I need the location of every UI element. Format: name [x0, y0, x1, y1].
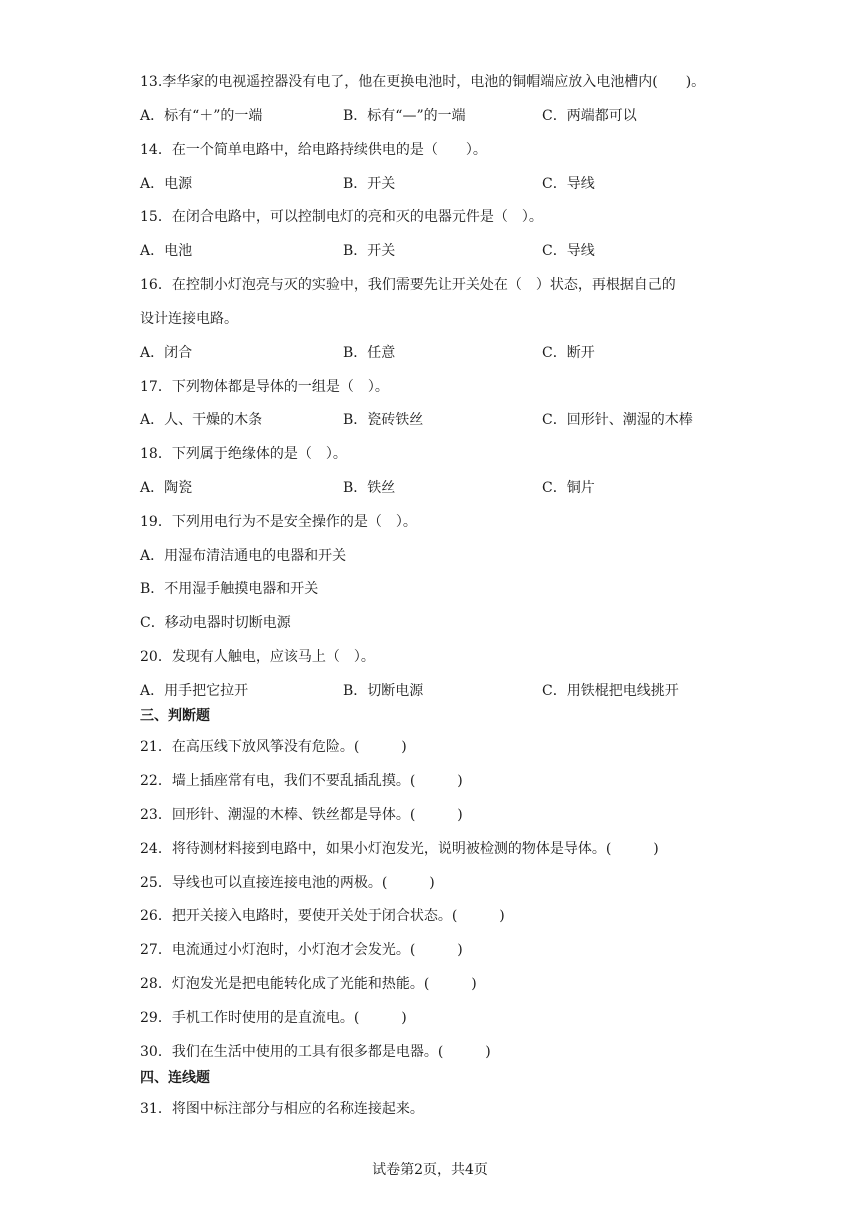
- question-16-option-c: C．断开: [542, 345, 595, 361]
- question-21: 21．在高压线下放风筝没有危险。( ): [140, 739, 407, 755]
- question-26: 26．把开关接入电路时，要使开关处于闭合状态。( ): [140, 908, 505, 924]
- question-24: 24．将待测材料接到电路中，如果小灯泡发光，说明被检测的物体是导体。( ): [140, 841, 659, 857]
- question-22: 22．墙上插座常有电，我们不要乱插乱摸。( ): [140, 773, 463, 789]
- question-13-option-c: C．两端都可以: [542, 108, 637, 124]
- question-28: 28．灯泡发光是把电能转化成了光能和热能。( ): [140, 976, 477, 992]
- question-19-option-b: B．不用湿手触摸电器和开关: [140, 581, 319, 597]
- question-18-option-c: C．铜片: [542, 480, 595, 496]
- question-20-stem: 20．发现有人触电，应该马上（ ）。: [140, 649, 375, 665]
- question-13-option-b: B．标有“—”的一端: [343, 108, 466, 124]
- question-13-stem: 13.李华家的电视遥控器没有电了，他在更换电池时，电池的铜帽端应放入电池槽内( )。: [140, 74, 706, 90]
- question-20-option-c: C．用铁棍把电线挑开: [542, 683, 679, 699]
- question-27: 27．电流通过小灯泡时，小灯泡才会发光。( ): [140, 942, 463, 958]
- question-15-stem: 15．在闭合电路中，可以控制电灯的亮和灭的电器元件是（ ）。: [140, 209, 543, 225]
- question-15-option-a: A．电池: [140, 243, 193, 259]
- question-18-stem: 18．下列属于绝缘体的是（ ）。: [140, 446, 347, 462]
- question-16-option-a: A．闭合: [140, 345, 193, 361]
- question-17-option-a: A．人、干燥的木条: [140, 412, 263, 428]
- question-14-option-b: B．开关: [343, 176, 396, 192]
- question-16-stem: 16．在控制小灯泡亮与灭的实验中，我们需要先让开关处在（ ）状态，再根据自己的: [140, 277, 676, 293]
- question-18-option-a: A．陶瓷: [140, 480, 193, 496]
- question-19-option-a: A．用湿布清洁通电的电器和开关: [140, 548, 347, 564]
- question-23: 23．回形针、潮湿的木棒、铁丝都是导体。( ): [140, 807, 463, 823]
- question-14-option-c: C．导线: [542, 176, 595, 192]
- question-13-option-a: A．标有“＋”的一端: [140, 108, 263, 124]
- question-17-stem: 17．下列物体都是导体的一组是（ ）。: [140, 379, 389, 395]
- section-3-heading: 三、判断题: [140, 708, 210, 724]
- question-15-option-b: B．开关: [343, 243, 396, 259]
- question-20-option-a: A．用手把它拉开: [140, 683, 249, 699]
- question-30: 30．我们在生活中使用的工具有很多都是电器。( ): [140, 1044, 491, 1060]
- question-19-option-c: C．移动电器时切断电源: [140, 615, 291, 631]
- section-4-heading: 四、连线题: [140, 1070, 210, 1086]
- question-19-stem: 19．下列用电行为不是安全操作的是（ ）。: [140, 514, 417, 530]
- question-14-option-a: A．电源: [140, 176, 193, 192]
- question-16-option-b: B．任意: [343, 345, 396, 361]
- question-17-option-c: C．回形针、潮湿的木棒: [542, 412, 693, 428]
- question-18-option-b: B．铁丝: [343, 480, 396, 496]
- question-17-option-b: B．瓷砖铁丝: [343, 412, 424, 428]
- question-14-stem: 14．在一个简单电路中，给电路持续供电的是（ ）。: [140, 142, 487, 158]
- question-25: 25．导线也可以直接连接电池的两极。( ): [140, 875, 435, 891]
- page-footer: 试卷第2页，共4页: [372, 1162, 488, 1178]
- question-20-option-b: B．切断电源: [343, 683, 424, 699]
- question-16-stem-continued: 设计连接电路。: [140, 311, 238, 327]
- question-15-option-c: C．导线: [542, 243, 595, 259]
- question-29: 29．手机工作时使用的是直流电。( ): [140, 1010, 407, 1026]
- question-31: 31．将图中标注部分与相应的名称连接起来。: [140, 1101, 424, 1117]
